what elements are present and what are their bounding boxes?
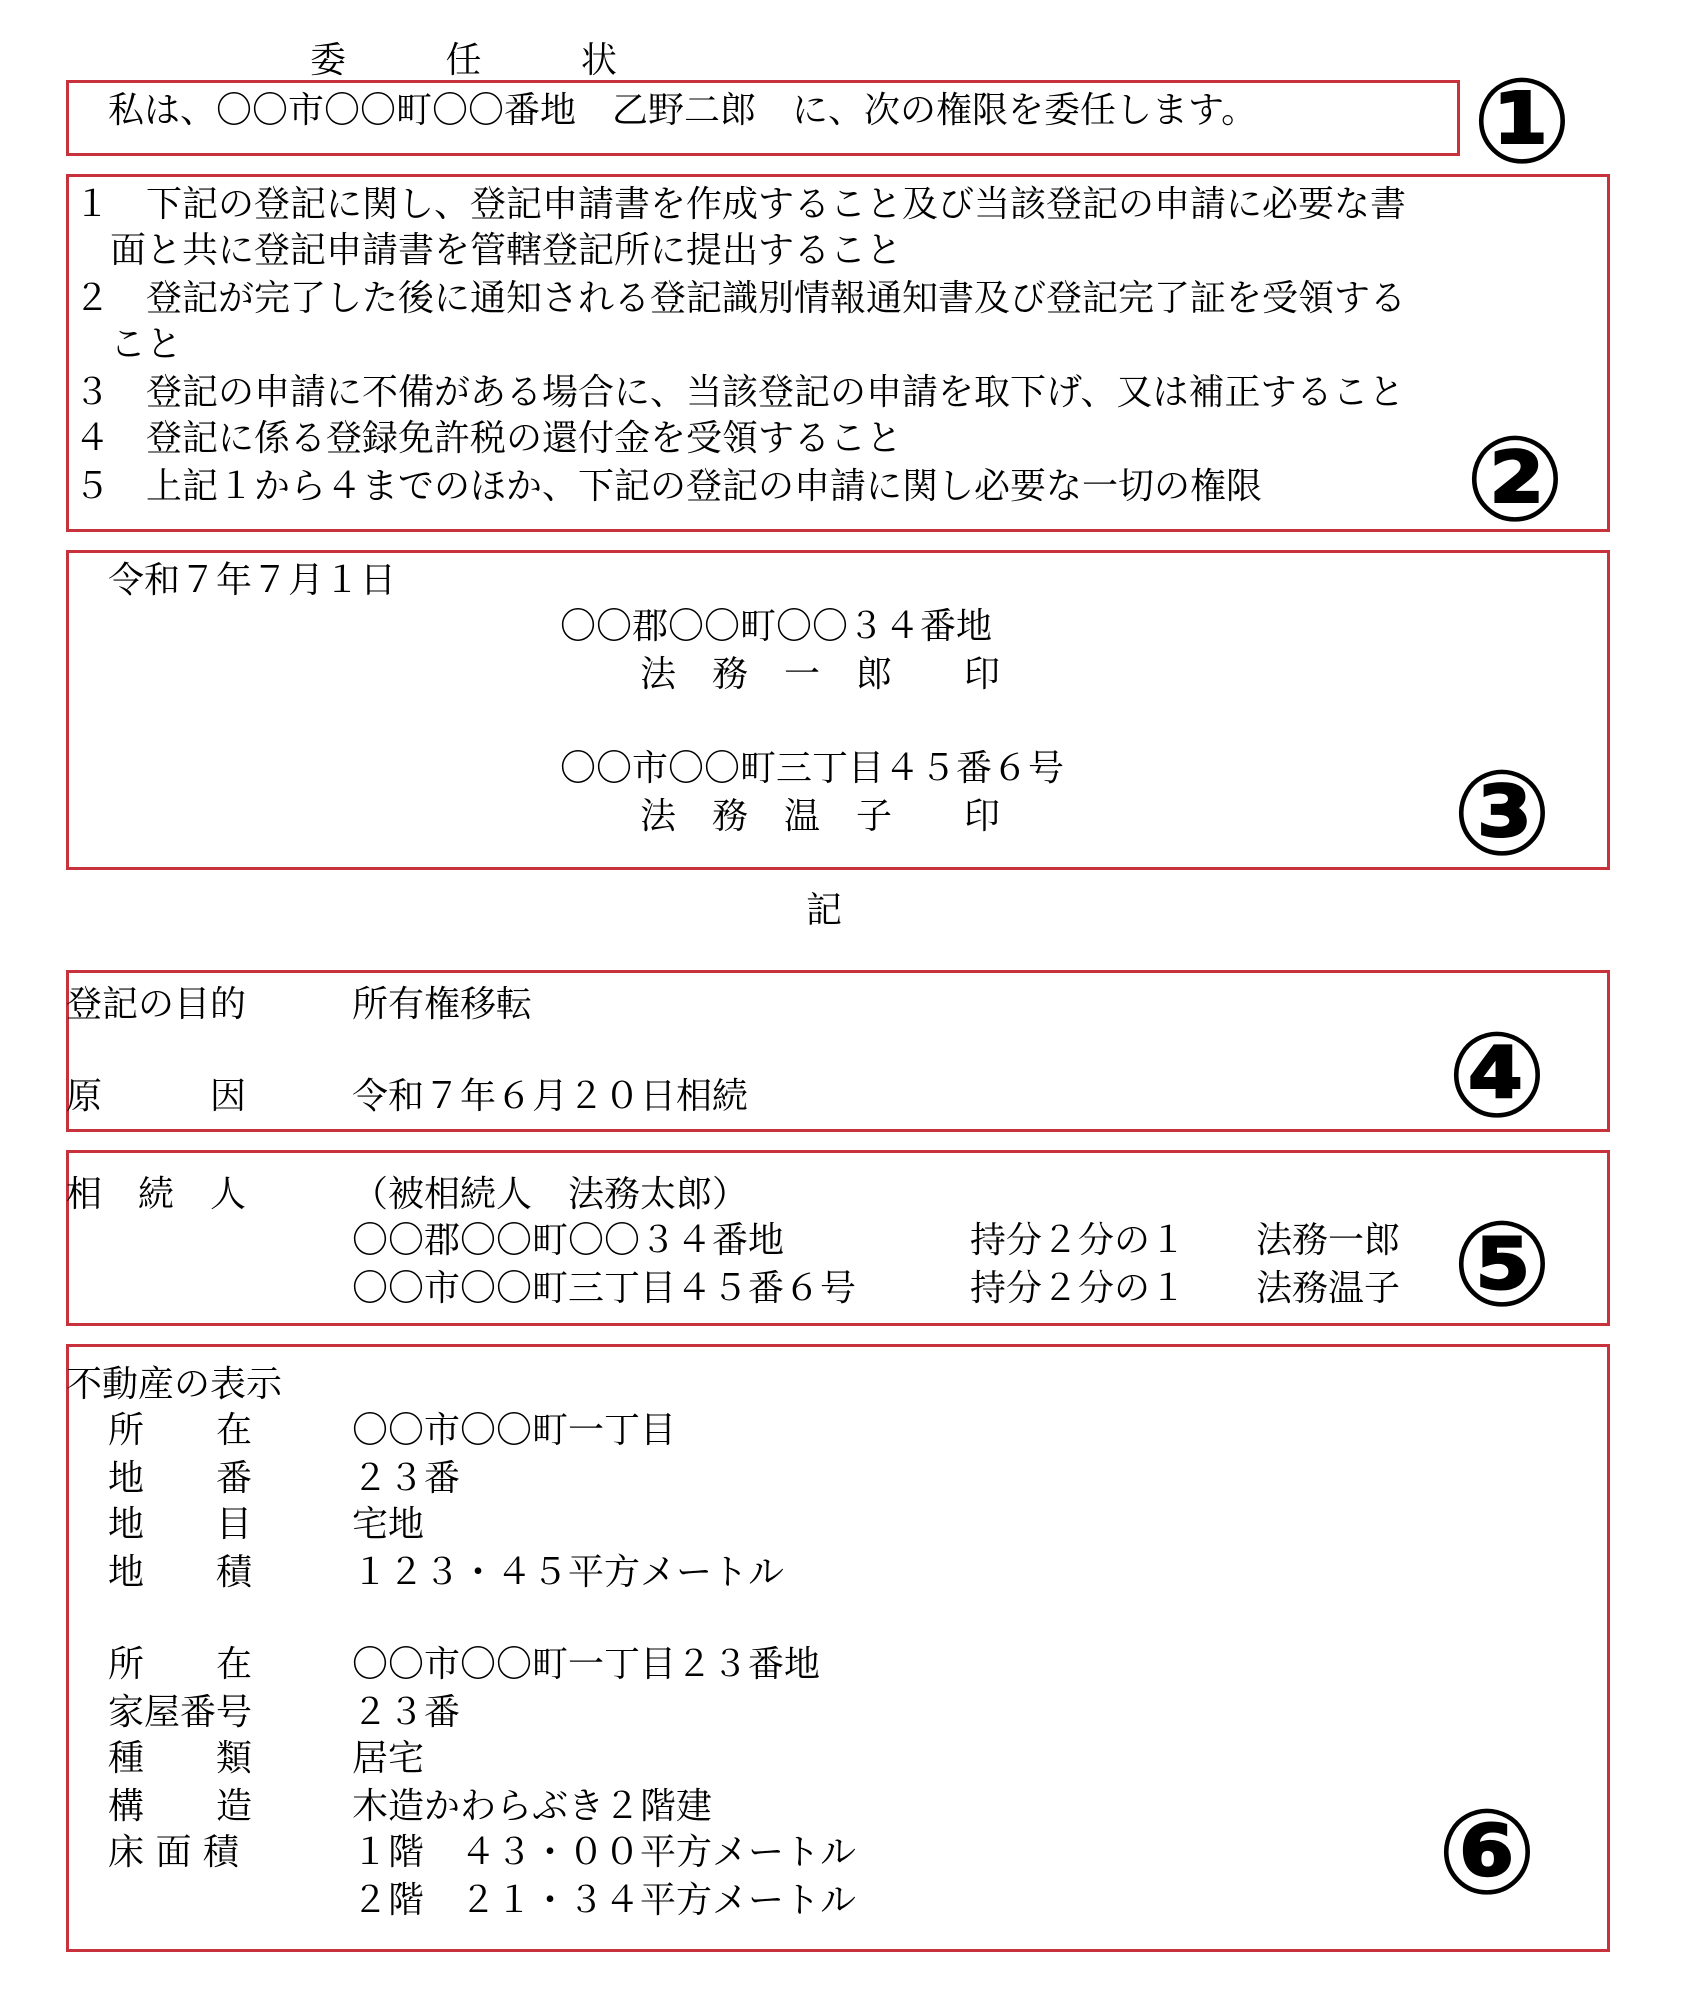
floor-area-value-1: １階 ４３・００平方メートル [352, 1832, 857, 1873]
heir-2-address: 〇〇市〇〇町三丁目４５番６号 [352, 1268, 857, 1309]
authority-line-2: 面と共に登記申請書を管轄登記所に提出すること [74, 230, 903, 271]
land-location-label: 所 在 [108, 1410, 253, 1451]
land-location-value: 〇〇市〇〇町一丁目 [352, 1410, 677, 1451]
registration-purpose-label: 登記の目的 [66, 984, 247, 1025]
land-category-value: 宅地 [352, 1504, 425, 1545]
authority-line-6: ４ 登記に係る登録免許税の還付金を受領すること [74, 418, 903, 459]
heir-2-share: 持分２分の１ [970, 1268, 1187, 1309]
land-area-value: １２３・４５平方メートル [352, 1552, 785, 1593]
authority-line-5: ３ 登記の申請に不備がある場合に、当該登記の申請を取下げ、又は補正すること [74, 372, 1405, 413]
section-2-marker: ② [1465, 410, 1565, 548]
structure-value: 木造かわらぶき２階建 [352, 1786, 713, 1827]
building-location-label: 所 在 [108, 1644, 253, 1685]
section-4-frame [66, 970, 1610, 1144]
house-number-value: ２３番 [352, 1692, 461, 1733]
heir-1-name: 法務一郎 [1256, 1220, 1401, 1261]
section-6-marker: ⑥ [1437, 1783, 1537, 1921]
authority-line-1: １ 下記の登記に関し、登記申請書を作成すること及び当該登記の申請に必要な書 [74, 184, 1407, 225]
principal-2-name: 法 務 温 子 印 [640, 796, 1001, 837]
property-heading: 不動産の表示 [66, 1364, 283, 1405]
decedent: （被相続人 法務太郎） [352, 1174, 749, 1215]
building-type-label: 種 類 [108, 1738, 253, 1779]
document-title: 委 任 状 [310, 40, 661, 81]
building-location-value: 〇〇市〇〇町一丁目２３番地 [352, 1644, 821, 1685]
cause-value: 令和７年６月２０日相続 [352, 1076, 749, 1117]
delegation-statement: 私は、〇〇市〇〇町〇〇番地 乙野二郎 に、次の権限を委任します。 [108, 90, 1258, 131]
building-type-value: 居宅 [352, 1738, 425, 1779]
section-5-marker: ⑤ [1452, 1195, 1552, 1333]
signing-date: 令和７年７月１日 [108, 560, 397, 601]
principal-2-address: 〇〇市〇〇町三丁目４５番６号 [560, 748, 1065, 789]
heirs-label: 相 続 人 [66, 1174, 247, 1215]
structure-label: 構 造 [108, 1786, 253, 1827]
lot-number-value: ２３番 [352, 1458, 461, 1499]
principal-1-name: 法 務 一 郎 印 [640, 654, 1001, 695]
floor-area-label: 床 面 積 [108, 1832, 239, 1873]
section-4-marker: ④ [1447, 1006, 1547, 1144]
authority-line-3: ２ 登記が完了した後に通知される登記識別情報通知書及び登記完了証を受領する [74, 278, 1407, 319]
section-3-marker: ③ [1452, 744, 1552, 882]
ki-heading: 記 [806, 890, 843, 931]
lot-number-label: 地 番 [108, 1458, 253, 1499]
section-1-marker: ① [1472, 52, 1572, 190]
land-category-label: 地 目 [108, 1504, 253, 1545]
cause-label: 原 因 [66, 1076, 247, 1117]
heir-2-name: 法務温子 [1256, 1268, 1401, 1309]
authority-line-7: ５ 上記１から４までのほか、下記の登記の申請に関し必要な一切の権限 [74, 466, 1263, 507]
heir-1-address: 〇〇郡〇〇町〇〇３４番地 [352, 1220, 785, 1261]
authority-line-4: こと [74, 324, 183, 365]
registration-purpose-value: 所有権移転 [352, 984, 533, 1025]
heir-1-share: 持分２分の１ [970, 1220, 1187, 1261]
principal-1-address: 〇〇郡〇〇町〇〇３４番地 [560, 606, 993, 647]
floor-area-value-2: ２階 ２１・３４平方メートル [352, 1880, 857, 1921]
land-area-label: 地 積 [108, 1552, 253, 1593]
house-number-label: 家屋番号 [108, 1692, 253, 1733]
